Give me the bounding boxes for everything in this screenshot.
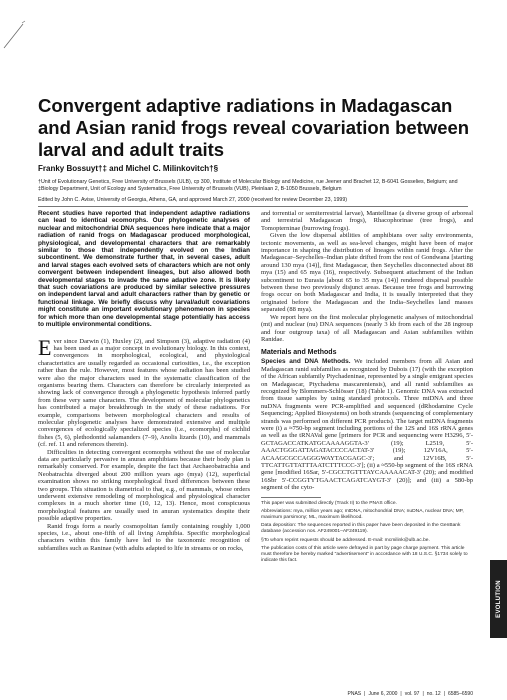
footer-date: June 6, 2000 (368, 691, 398, 697)
edited-by-line: Edited by John C. Avise, University of Georgia, Athens, GA, and approved March 27, 2000 (received for review December 23, 1999) (38, 197, 348, 203)
footer-journal: PNAS (347, 691, 362, 697)
right-column (261, 210, 473, 566)
footnote: Abbreviations: mya, million years ago; mtDNA, mitochondrial DNA; nuDNA, nuclear DNA; MP, maximum parsimony; ML, maximum likelihood. (261, 508, 464, 520)
methods-subheading: Species and DNA Methods. (261, 358, 351, 366)
right-paragraph-1: and torrential or semiterrestrial larvae), Mantellinae (a diverse group of arboreal and terrestrial Madagascan frogs), Rhacophorinae (tree frogs), and Tomopterninae (burrowing frogs). (261, 210, 473, 232)
footnote: §To whom reprint requests should be addressed. E-mail: mcmilink@ulb.ac.be. (261, 537, 430, 543)
section-side-tab (490, 560, 507, 638)
intro-paragraph-1 (38, 334, 250, 449)
corner-pen-mark (2, 20, 26, 50)
methods-text: We included members from all Asian and Madagascan ranid subfamilies as recognized by Dubois (17) (with the exception of the African subfamily Ptychadeninae, represented by a single emigrant species on Madagascar, Ptychadena mascareniensis), and all ranid subfamilies as recognized by Blommers-Schlösser (18) (Table 1). Genomic DNA was extracted from tissue samples by using standard protocols. Three mtDNA and three nuDNA fragments were PCR-amplified and sequenced (dRhodamine Cycle Sequencing; Applied Biosystems) on both strands (sequencing of complementary strands was performed on different PCR products). The target mtDNA fragments were (i) a ≈750-bp segment including portions of the 12S and 16S rRNA genes as well as the tRNAVal gene [primers for PCR and sequencing were H3296, 5′-GCTAGACCATKATGCAAAAGGTA-3′ (19); L2519, 5′-AAACTGGGATTAGATACCCCACTAT-3′ (19); 12V16A, 5′-ACAAGCGCCAGGGWAYTACGAGC-3′; and 12V16B, 5′-TTCATTGTTATTTAATCTTTCCC-3′]; (ii) a ≈550-bp segment of the 16S rRNA gene [modified 16Sar, 5′-CGCCTGTTTAYCAAAAACAT-3′ (20); and modified 16Sbr 5′-CCGGTYTGAACTCAGATCAYGT-3′ (20)]; and (iii) a 580-bp segment of the cyto- (261, 358, 474, 492)
side-tab-label: EVOLUTION (495, 580, 502, 618)
footnote: The publication costs of this article were defrayed in part by page charge payment. This article must therefore be hereby marked "advertisement" in accordance with 18 U.S.C. §1734 solely to indicate this fact. (261, 545, 468, 564)
footnote-divider (261, 497, 321, 498)
header-divider (38, 206, 468, 207)
footer-volume: vol. 97 (404, 691, 420, 697)
intro-paragraph-3: Ranid frogs form a nearly cosmopolitan family containing roughly 1,000 species, i.e., about one-fifth of all living Amphibia. Specific morphological characters within this family have led to the taxonomic recognition of subfamilies such as Raninae (with adults adapted to life in streams or on rocks, (38, 522, 250, 552)
intro-paragraph-1-text: ver since Darwin (1), Huxley (2), and Simpson (3), adaptive radiation (4) has been used as a major concept in evolutionary biology. In this context, convergences in morphological, ecological, and physiological characteristics are usually regarded as occasional curiosities, i.e., the exception rather than the rule. However, most features whose radiation has been studied were also the major characters used in the systematic classification of the organisms bearing them. Characters can therefore be circularly interpreted as showing lack of convergence through a phylogenetic hypothesis inferred partly from these very same characters. The development of molecular phylogenetics has contributed a major breakthrough in the study of these radiations. For example, comparisons between morphological characters and results of molecular phylogenetic analyses have demonstrated extensive and multiple convergences of ecologically specialized species (i.e., ecomorphs) of cichlid fishes (5, 6), plethodontid salamanders (7–9), Anolis lizards (10), and mammals (cf. ref. 11 and references therein). (38, 337, 250, 449)
author-line: Franky Bossuyt†‡ and Michel C. Milinkovitch†§ (38, 164, 219, 173)
drop-cap: E (38, 334, 52, 360)
intro-paragraph-2: Difficulties in detecting convergent ecomorphs without the use of molecular data are particularly pervasive in anuran amphibians because their body plan is remarkably conserved. For example, despite the fact that Archaeobatrachia and Neobatrachia diverged about 200 million years ago (mya) (12), superficial examination shows no striking morphological fixed differences between these two groups. This situation is diametrical to that, e.g., of mammals, whose orders underwent extensive remodeling of morphological and physiological character complexes in a much shorter time (10, 12, 13). Hence, most conspicuous morphological features are usually used in anuran systematics despite their possible adaptive properties. (38, 448, 250, 523)
footer-issue: no. 12 (426, 691, 441, 697)
affiliations: †Unit of Evolutionary Genetics, Free University of Brussels (ULB), cp 300, Institute of Molecular Biology and Medicine, rue Jeener and Brachet 12, B-6041 Gosselies, Belgium; and ‡Biology Department, Unit of Ecology and Systematics, Free University of Brussels (VUB), Pleinlaan 2, B-1050 Brussels, Belgium (38, 179, 458, 192)
left-column (38, 210, 250, 552)
abstract: Recent studies have reported that independent adaptive radiations can lead to identical ecomorphs. Our phylogenetic analyses of nuclear and mitochondrial DNA sequences here indicate that a major radiation of ranid frogs on Madagascar produced morphological, physiological, and developmental characters that are remarkably similar to those that independently evolved on the Indian subcontinent. We demonstrate further that, in several cases, adult and larval stages each evolved sets of characters which are not only convergent between independent lineages, but also allowed both developmental stages to invade the same adaptive zone. It is likely that such covariations are produced by similar selective pressures on independent larval and adult characters rather than by genetic or functional linkage. We briefly discuss why larval/adult covariations might constitute an important evolutionary phenomenon in species for which more than one developmental stage potentially has access to multiple environmental conditions. (38, 210, 250, 329)
methods-heading: Materials and Methods (261, 349, 337, 357)
footnotes (261, 501, 473, 565)
right-paragraph-3: We report here on the first molecular phylogenetic analyses of mitochondrial (mt) and nuclear (nu) DNA sequences (nearly 3 kb from each of the 28 ingroup and four outgroup taxa) of all Madagascan and Asian subfamilies within Ranidae. (261, 313, 473, 343)
footnote: This paper was submitted directly (Track II) to the PNAS office. (261, 500, 397, 506)
methods-paragraph (261, 358, 473, 491)
article-title: Convergent adaptive radiations in Madagascan and Asian ranid frogs reveal covariation between larval and adult traits (38, 95, 470, 160)
footer-pages: 6585–6590 (447, 691, 473, 697)
right-paragraph-2: Given the low dispersal abilities of amphibians over salty environments, tectonic movements, as well as sea-level changes, might have been of major importance in shaping the distribution of lineages within ranid frogs. After the Madagascar–Seychelles–Indian plate drifted from the rest of Gondwana [starting around 130 mya (14)], first Madagascar, then Seychelles disconnected about 88 mya (15) and 65 mya (16), respectively. Subsequent attachment of the Indian subcontinent to Eurasia [about 65 to 35 mya (14)] rendered dispersal possible between these two previously disjunct areas. Because tree frogs and burrowing frogs occur on both Madagascar and India, it is usually interpreted that they originated before the Madagascan and the India–Seychelles land masses separated (88 mya). (261, 232, 473, 314)
footnote: Data deposition: The sequences reported in this paper have been deposited in the GenBank database (accession nos. AF249001–AF249119). (261, 523, 461, 535)
journal-footer: PNAS | June 6, 2000 | vol. 97 | no. 12 | 6585–6590 (347, 691, 473, 697)
